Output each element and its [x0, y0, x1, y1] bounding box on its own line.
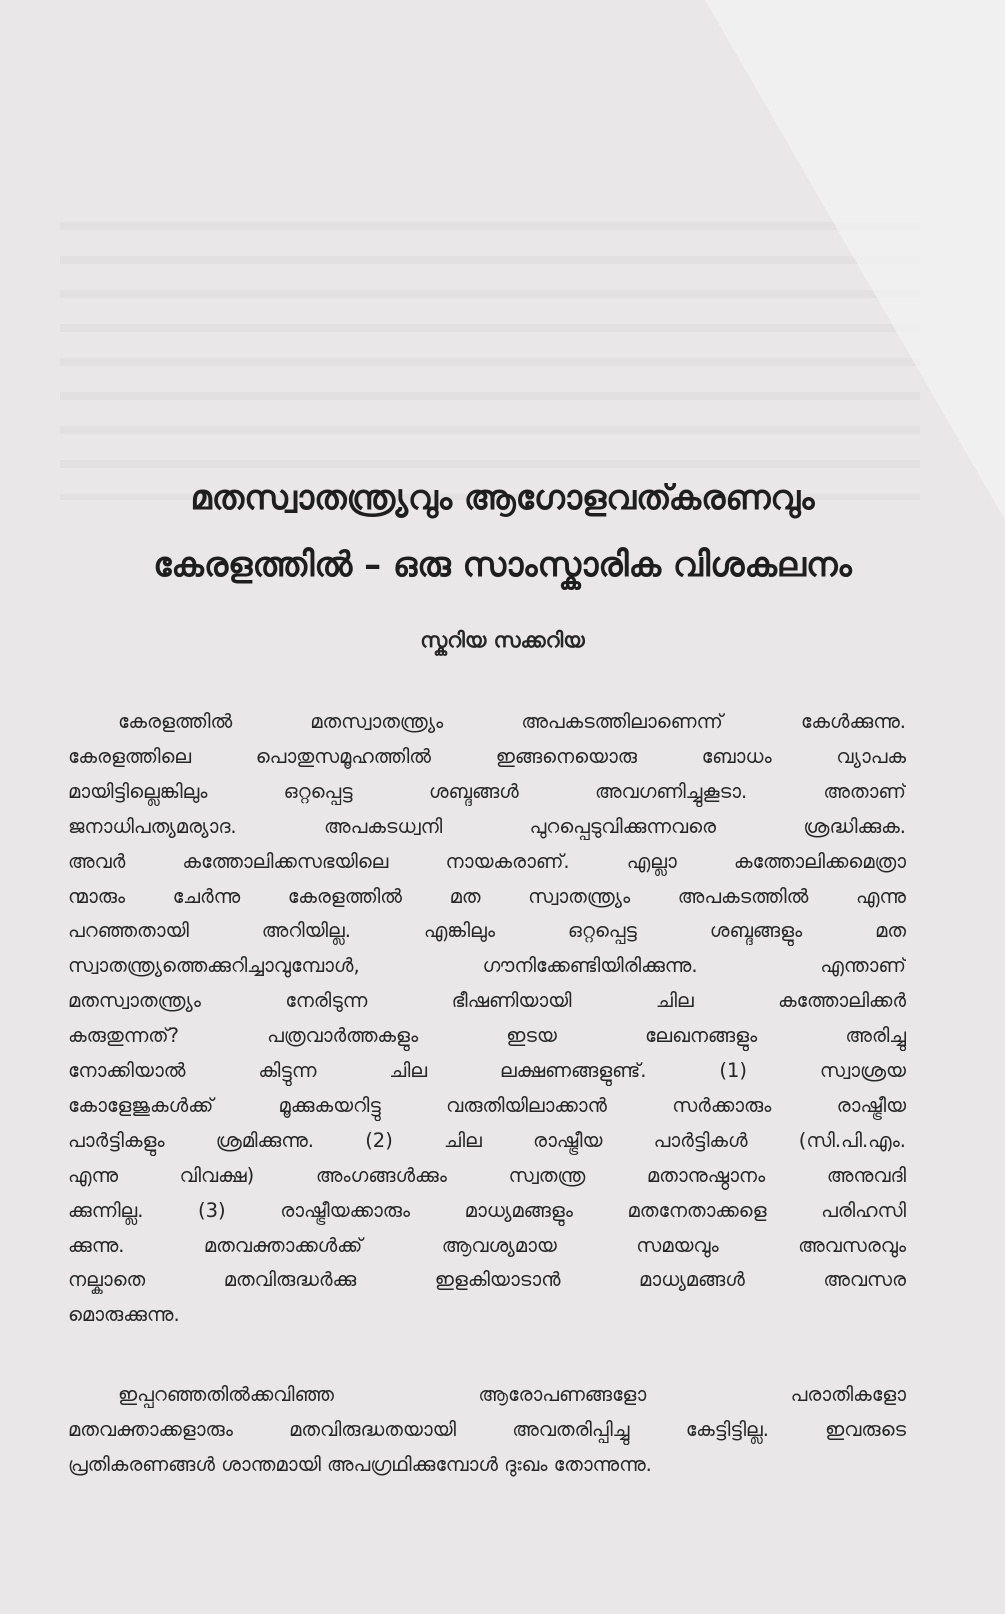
text-line: മായിട്ടില്ലെങ്കിലും ഒറ്റപ്പെട്ട ശബ്ദങ്ങൾ അവഗണിച്ചുകൂടാ. അതാണ് — [68, 779, 906, 803]
text-line: സ്വാതന്ത്ര്യത്തെക്കുറിച്ചാവുമ്പോൾ, ഗൗനിക്കേണ്ടിയിരിക്കുന്നു. എന്താണ് — [68, 954, 906, 978]
text-line: മതസ്വാതന്ത്ര്യം നേരിടുന്ന ഭീഷണിയായി ചില കത്തോലിക്കർ — [68, 989, 906, 1013]
text-line: കോളേജുകൾക്ക് മൂക്കുകയറിട്ടു വരുതിയിലാക്കാൻ സർക്കാരും രാഷ്ട്രീയ — [68, 1093, 906, 1117]
author-name: സ്കറിയ സക്കറിയ — [420, 628, 585, 652]
text-line: ക്കുന്നില്ല. (3) രാഷ്ട്രീയക്കാരും മാധ്യമങ്ങളും മതനേതാക്കളെ പരിഹസി — [68, 1198, 906, 1222]
text-line: അവർ കത്തോലിക്കസഭയിലെ നായകരാണ്. എല്ലാ കത്തോലിക്കമെത്രാ — [68, 849, 906, 873]
text-line: കേരളത്തിൽ മതസ്വാതന്ത്ര്യം അപകടത്തിലാണെന്ന് കേൾക്കുന്നു. — [118, 710, 906, 733]
text-line: മതവക്താക്കളാരും മതവിരുദ്ധതയായി അവതരിപ്പിച്ചു കേട്ടിട്ടില്ല. ഇവരുടെ — [68, 1417, 906, 1441]
text-line: മൊരുക്കുന്നു. — [68, 1303, 180, 1327]
text-line: ജനാധിപത്യമര്യാദ. അപകടധ്വനി പുറപ്പെടുവിക്കുന്നവരെ ശ്രദ്ധിക്കുക. — [68, 814, 906, 838]
text-line: നോക്കിയാൽ കിട്ടുന്ന ചില ലക്ഷണങ്ങളുണ്ട്. (1) സ്വാശ്രയ — [68, 1059, 906, 1082]
article-title-line1: മതസ്വാതന്ത്ര്യവും ആഗോളവത്കരണവും — [190, 478, 815, 518]
text-line: നല്കാതെ മതവിരുദ്ധർക്കു ഇളകിയാടാൻ മാധ്യമങ്ങൾ അവസര — [68, 1268, 906, 1292]
text-line: എന്നു വിവക്ഷ) അംഗങ്ങൾക്കും സ്വതന്ത്ര മതാനുഷ്ഠാനം അനുവദി — [68, 1163, 906, 1187]
text-line: കേരളത്തിലെ പൊതുസമൂഹത്തിൽ ഇങ്ങനെയൊരു ബോധം വ്യാപക — [68, 744, 906, 768]
text-line: ഇപ്പറഞ്ഞതിൽക്കവിഞ്ഞ ആരോപണങ്ങളോ പരാതികളോ — [118, 1383, 906, 1406]
article-title-line2: കേരളത്തിൽ – ഒരു സാംസ്കാരിക വിശകലനം — [153, 545, 852, 585]
text-line: പ്രതികരണങ്ങൾ ശാന്തമായി അപഗ്രഥിക്കുമ്പോൾ ദുഃഖം തോന്നുന്നു. — [68, 1452, 652, 1476]
text-line: ക്കുന്നു. മതവക്താക്കൾക്ക് ആവശ്യമായ സമയവും അവസരവും — [68, 1233, 906, 1257]
text-line: ന്മാരും ചേർന്നു കേരളത്തിൽ മത സ്വാതന്ത്ര്യം അപകടത്തിൽ എന്നു — [68, 884, 906, 908]
page-fold — [705, 0, 1005, 520]
text-line: കരുതുന്നത്? പത്രവാർത്തകളും ഇടയ ലേഖനങ്ങളും അരിച്ചു — [68, 1024, 906, 1048]
text-line: പാർട്ടികളും ശ്രമിക്കുന്നു. (2) ചില രാഷ്ട്രീയ പാർട്ടികൾ (സി.പി.എം. — [68, 1128, 906, 1152]
text-line: പറഞ്ഞതായി അറിയില്ല. എങ്കിലും ഒറ്റപ്പെട്ട ശബ്ദങ്ങളും മത — [68, 919, 906, 943]
